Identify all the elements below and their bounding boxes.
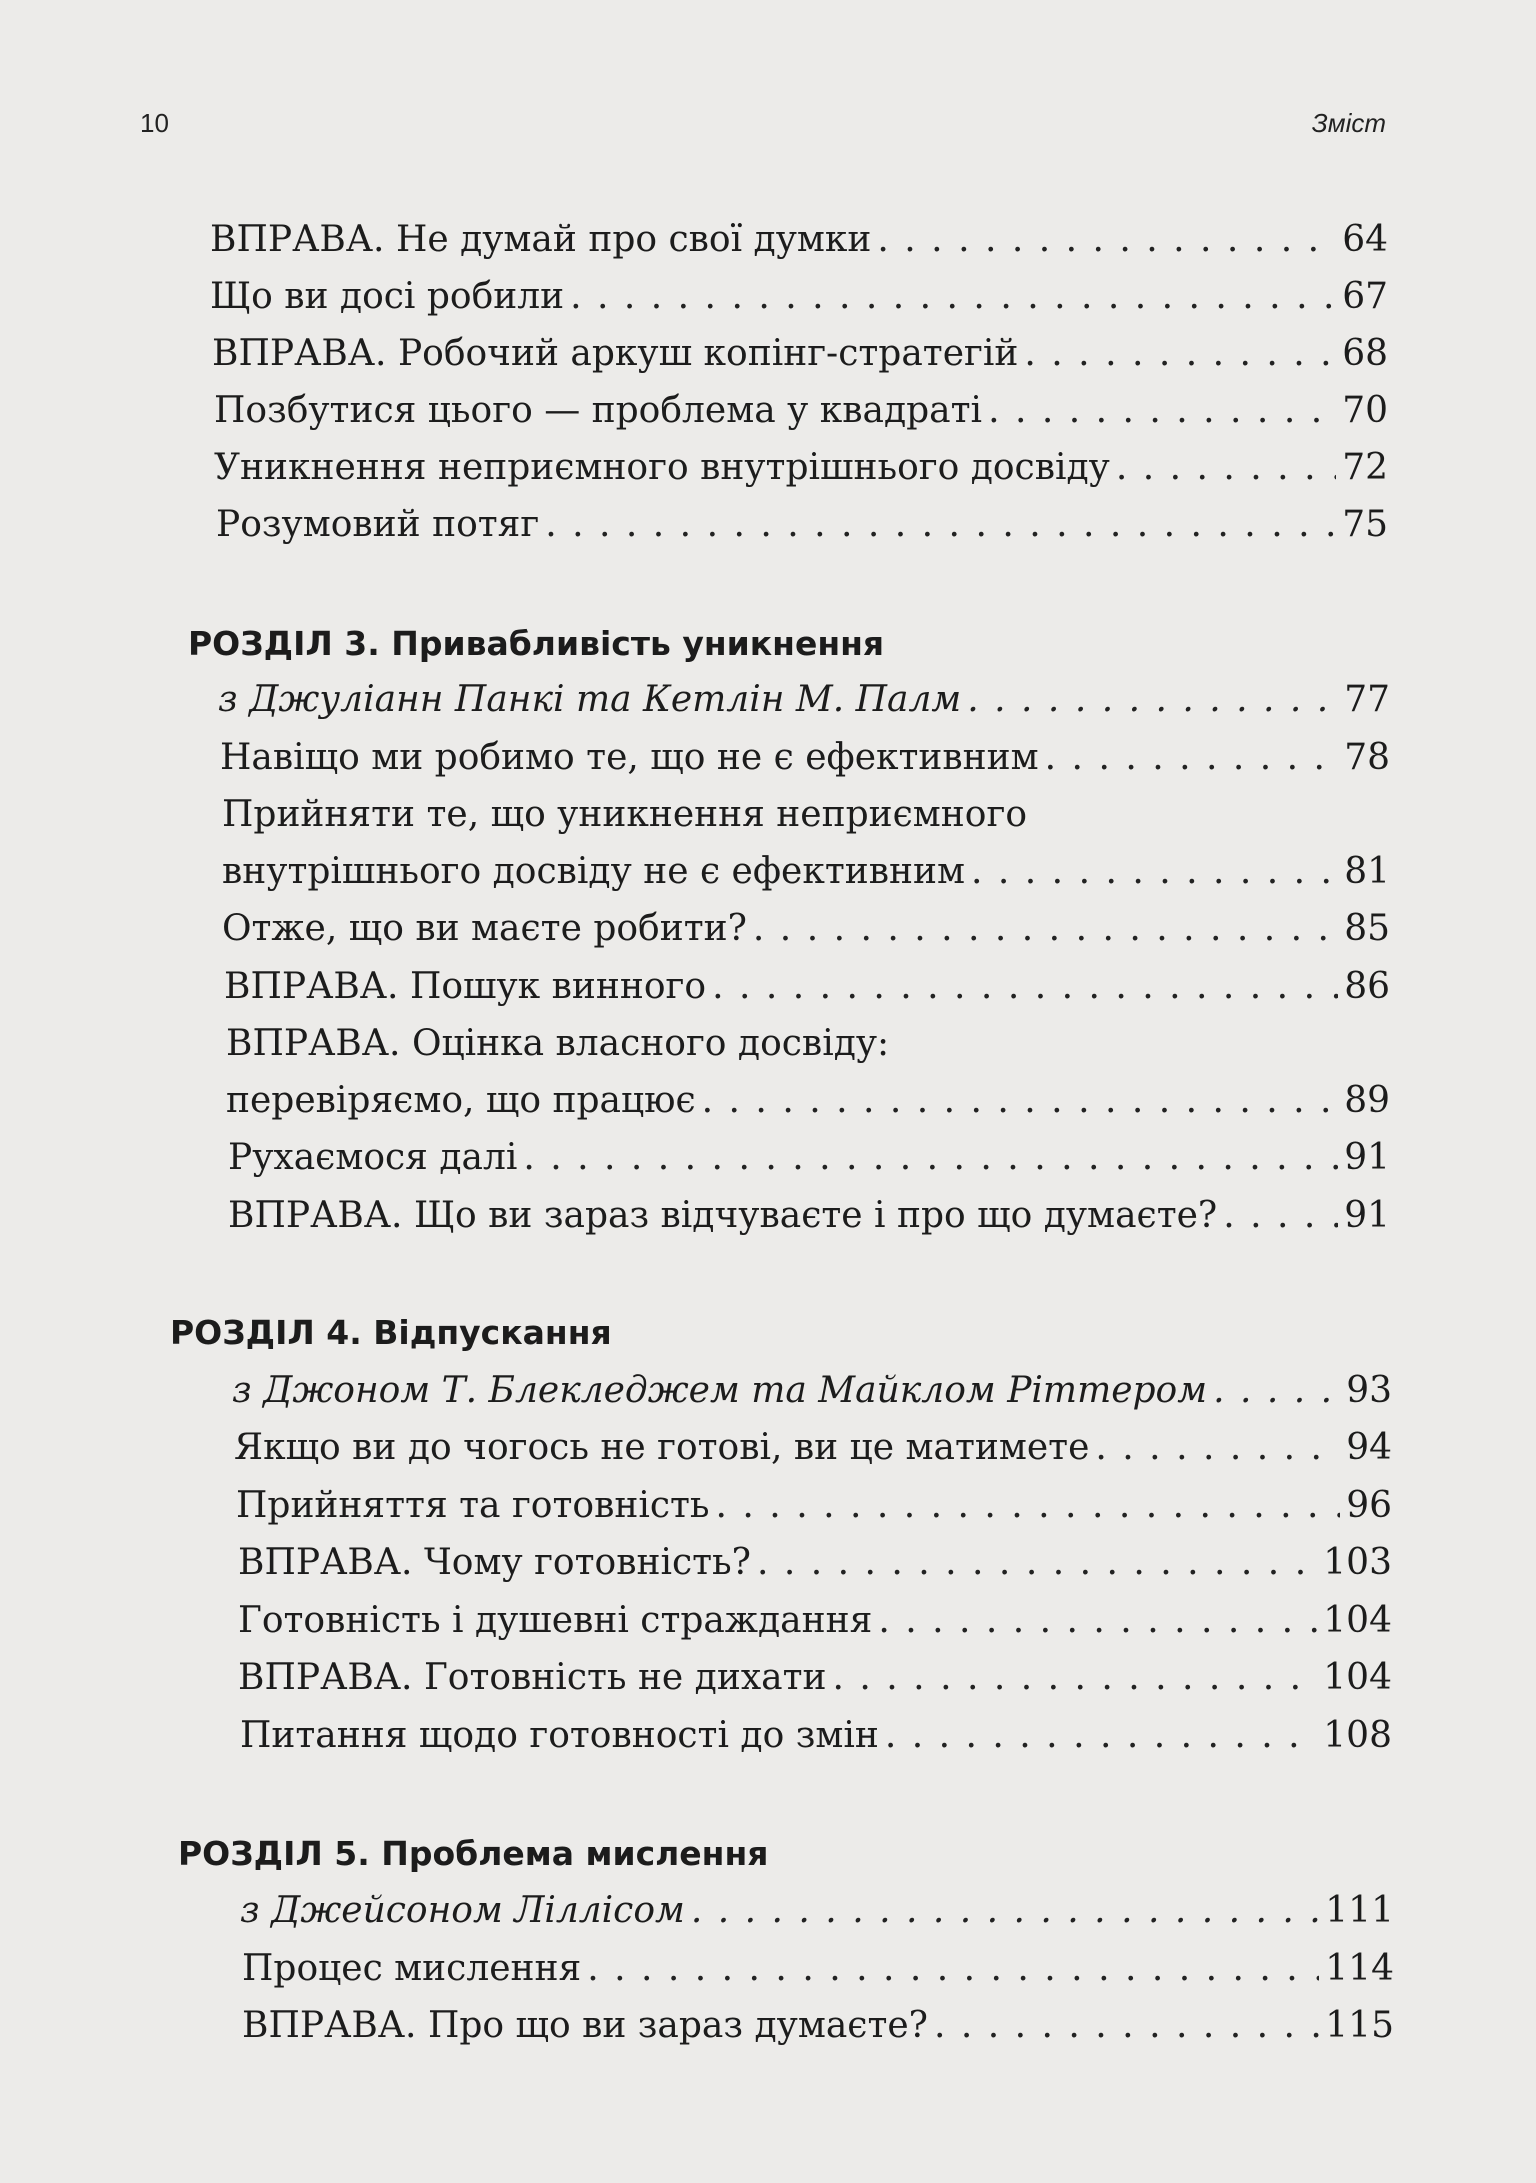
toc-entry: Рухаємося далі . . . 91 (228, 1131, 1390, 1185)
leader-dots (702, 1074, 1339, 1128)
chapter-heading: РОЗДІЛ 5. Проблема мислення (178, 1834, 769, 1873)
toc-entry: Уникнення неприємного внутрішнього досвіду . . . 72 (214, 441, 1388, 495)
chapter-heading: РОЗДІЛ 4. Відпускання (170, 1313, 612, 1352)
toc-entry: ВПРАВА. Готовність не дихати . . . 104 (238, 1651, 1392, 1705)
leader-dots (1045, 731, 1339, 785)
toc-entry: Готовність і душевні страждання . . . 104 (238, 1594, 1392, 1648)
leader-dots (885, 1709, 1317, 1763)
toc-entry: Процес мислення . . . 114 (242, 1942, 1394, 1996)
toc-entry: внутрішнього досвіду не є ефективним . . . 81 (222, 845, 1390, 899)
toc-authors: з Джейсоном Ліллісом . . . 111 (240, 1884, 1394, 1938)
toc-entry: ВПРАВА. Що ви зараз відчуваєте і про що думаєте? . . . 91 (228, 1189, 1390, 1243)
toc-entry: ВПРАВА. Робочий аркуш копінг-стратегій . . . 68 (212, 327, 1388, 381)
leader-dots (1213, 1364, 1340, 1418)
leader-dots (587, 1942, 1319, 1996)
leader-dots (523, 1131, 1338, 1185)
toc-entry: Отже, що ви маєте робити? . . . 85 (222, 902, 1390, 956)
chapter-heading: РОЗДІЛ 3. Привабливість уникнення (188, 624, 885, 663)
toc-entry: ВПРАВА. Про що ви зараз думаєте? . . . 115 (242, 1999, 1394, 2053)
toc-entry: ВПРАВА. Не думай про свої думки . . . 64 (210, 213, 1388, 267)
toc-entry: Що ви досі робили . . . 67 (210, 270, 1388, 324)
leader-dots (545, 498, 1336, 552)
toc-entry-line1: ВПРАВА. Оцінка власного досвіду: (226, 1023, 890, 1064)
toc-authors: з Джуліанн Панкі та Кетлін М. Палм . . . 77 (218, 673, 1390, 727)
toc-entry: Прийняття та готовність . . . 96 (236, 1479, 1392, 1533)
toc-entry: Розумовий потяг . . . 75 (216, 498, 1388, 552)
leader-dots (877, 213, 1336, 267)
leader-dots (753, 902, 1338, 956)
leader-dots (1095, 1421, 1340, 1475)
toc-entry: Позбутися цього — проблема у квадраті . . . 70 (214, 384, 1388, 438)
leader-dots (833, 1651, 1318, 1705)
leader-dots (1024, 327, 1336, 381)
section-title: Зміст (1311, 108, 1386, 138)
toc-entry: Навіщо ми робимо те, що не є ефективним . . . 78 (220, 731, 1390, 785)
leader-dots (691, 1884, 1319, 1938)
toc-authors: з Джоном Т. Блекледжем та Майклом Ріттером . . . 93 (232, 1364, 1392, 1418)
leader-dots (570, 270, 1336, 324)
page-number: 10 (140, 108, 169, 138)
toc-entry-line1: Прийняти те, що уникнення неприємного (222, 794, 1027, 835)
leader-dots (1223, 1189, 1338, 1243)
leader-dots (1116, 441, 1336, 495)
leader-dots (967, 673, 1338, 727)
leader-dots (716, 1479, 1341, 1533)
leader-dots (988, 384, 1336, 438)
toc-entry: ВПРАВА. Чому готовність? . . . 103 (238, 1536, 1392, 1590)
toc-entry: ВПРАВА. Пошук винного . . . 86 (224, 960, 1390, 1014)
leader-dots (878, 1594, 1317, 1648)
toc-entry: Якщо ви до чогось не готові, ви це матимете . . . 94 (234, 1421, 1392, 1475)
toc-entry: Питання щодо готовності до змін . . . 108 (240, 1709, 1392, 1763)
leader-dots (757, 1536, 1317, 1590)
leader-dots (971, 845, 1338, 899)
leader-dots (934, 1999, 1319, 2053)
running-head (140, 108, 1386, 139)
toc-entry: перевіряємо, що працює . . . 89 (226, 1074, 1390, 1128)
leader-dots (712, 960, 1338, 1014)
